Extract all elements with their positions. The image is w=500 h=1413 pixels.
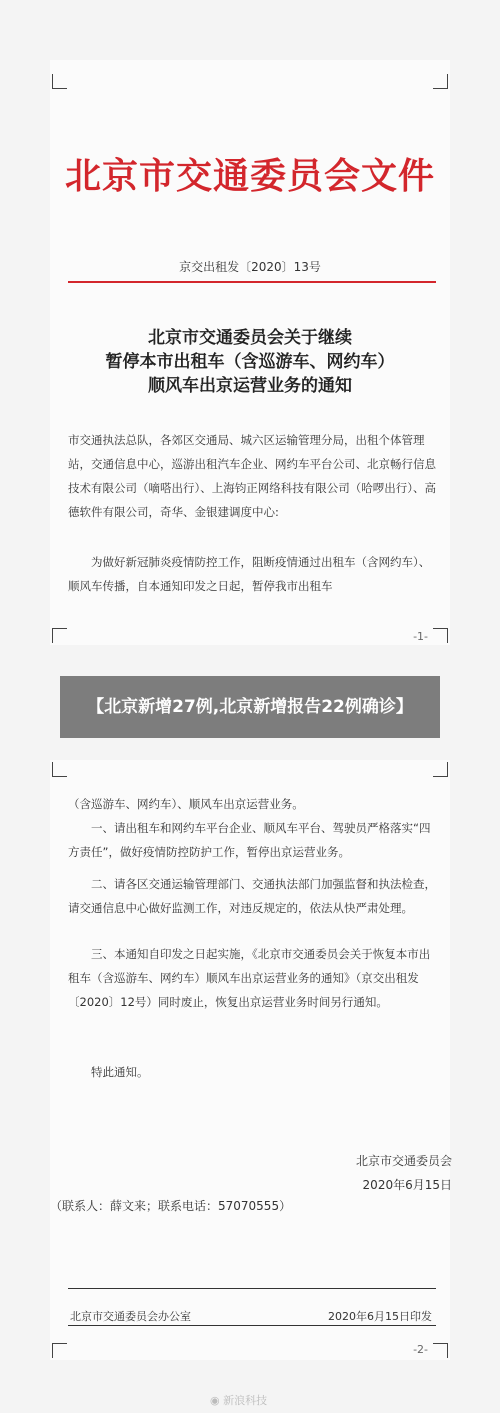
page-number: -2- (413, 1343, 428, 1356)
notice-title-line: 北京市交通委员会关于继续 (148, 328, 352, 348)
crop-mark (433, 628, 448, 643)
footer-date: 2020年6月15日印发 (328, 1310, 432, 1323)
footer-top-rule (68, 1288, 436, 1289)
intro-paragraph: 为做好新冠肺炎疫情防控工作，阻断疫情通过出租车（含网约车）、顺风车传播，自本通知印发之日起，暂停我市出租车 (68, 555, 431, 593)
headline-banner (60, 676, 440, 738)
watermark-text: 新浪科技 (223, 1394, 268, 1407)
headline-text: 【北京新增27例,北京新增报告22例确诊】 (87, 697, 413, 717)
notice-title-line: 暂停本市出租车（含巡游车、网约车） (105, 352, 395, 372)
crop-mark (52, 762, 67, 777)
agency-title: 北京市交通委员会文件 (64, 155, 435, 197)
sign-date: 2020年6月15日 (362, 1178, 452, 1192)
document-page-2 (50, 760, 450, 1360)
footer-bottom-rule (68, 1325, 436, 1326)
crop-mark (52, 74, 67, 89)
footer-office: 北京市交通委员会办公室 (70, 1310, 191, 1323)
crop-mark (433, 762, 448, 777)
closing-line: 特此通知。 (91, 1065, 149, 1079)
document-page-1 (50, 60, 450, 645)
contact-info: （联系人：薛文来；联系电话：57070555） (50, 1199, 292, 1213)
weibo-icon: ◉ (210, 1394, 220, 1407)
crop-mark (433, 74, 448, 89)
notice-title (50, 326, 450, 398)
crop-mark (433, 1343, 448, 1358)
red-divider (68, 281, 436, 283)
item-2-paragraph: 二、请各区交通运输管理部门、交通执法部门加强监督和执法检查，请交通信息中心做好监测工作，对违反规定的，依法从快严肃处理。 (68, 877, 436, 915)
signer: 北京市交通委员会 (355, 1154, 452, 1168)
item-3-paragraph: 三、本通知自印发之日起实施，《北京市交通委员会关于恢复本市出租车（含巡游车、网约车）顺风车出京运营业务的通知》（京交出租发〔2020〕12号）同时废止，恢复出京运营业务时间另行通知。 (68, 947, 431, 1009)
notice-title-line: 顺风车出京运营业务的通知 (148, 376, 352, 396)
crop-mark (52, 628, 67, 643)
recipients-paragraph: 市交通执法总队，各郊区交通局、城六区运输管理分局，出租个体管理站，交通信息中心，巡游出租汽车企业、网约车平台公司、北京畅行信息技术有限公司（嘀嗒出行）、上海钧正网络科技有限公司（哈啰出行）、高德软件有限公司，奇华、金银建调度中心: (68, 433, 436, 519)
document-number: 京交出租发〔2020〕13号 (179, 260, 321, 274)
crop-mark (52, 1343, 67, 1358)
continued-paragraph: （含巡游车、网约车）、顺风车出京运营业务。 (68, 797, 304, 811)
item-1-paragraph: 一、请出租车和网约车平台企业、顺风车平台、驾驶员严格落实“四方责任”，做好疫情防控防护工作，暂停出京运营业务。 (68, 821, 431, 859)
page-number: -1- (413, 630, 428, 643)
watermark (210, 1392, 267, 1408)
